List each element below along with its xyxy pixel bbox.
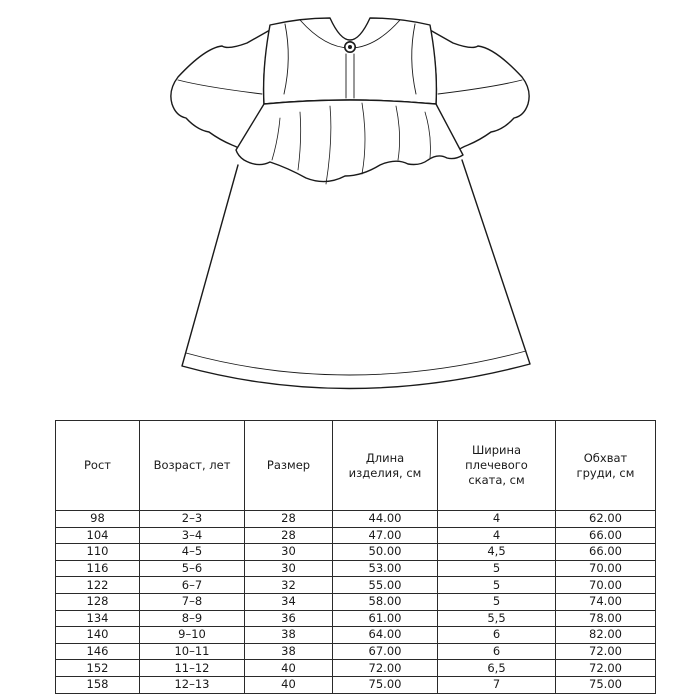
table-cell: 5,5 <box>438 610 556 627</box>
table-cell: 6 <box>438 627 556 644</box>
table-cell: 4 <box>438 527 556 544</box>
table-cell: 30 <box>245 560 333 577</box>
table-row <box>56 560 656 577</box>
table-cell: 72.00 <box>333 660 438 677</box>
table-cell: 28 <box>245 511 333 528</box>
table-cell: 40 <box>245 660 333 677</box>
table-cell: 62.00 <box>556 511 656 528</box>
table-cell: 2–3 <box>140 511 245 528</box>
table-cell: 53.00 <box>333 560 438 577</box>
table-cell: 38 <box>245 643 333 660</box>
table-cell: 5 <box>438 593 556 610</box>
table-cell: 58.00 <box>333 593 438 610</box>
table-cell: 152 <box>56 660 140 677</box>
table-cell: 72.00 <box>556 660 656 677</box>
table-cell: 7–8 <box>140 593 245 610</box>
table-cell: 116 <box>56 560 140 577</box>
table-cell: 146 <box>56 643 140 660</box>
header-age: Возраст, лет <box>140 421 245 511</box>
table-cell: 75.00 <box>333 676 438 693</box>
table-cell: 40 <box>245 676 333 693</box>
table-cell: 8–9 <box>140 610 245 627</box>
table-cell: 110 <box>56 544 140 561</box>
table-cell: 3–4 <box>140 527 245 544</box>
header-height: Рост <box>56 421 140 511</box>
table-cell: 10–11 <box>140 643 245 660</box>
table-row <box>56 527 656 544</box>
table-cell: 98 <box>56 511 140 528</box>
blouse-body-outline <box>182 160 530 389</box>
yoke <box>264 18 437 104</box>
table-cell: 70.00 <box>556 577 656 594</box>
table-header-row <box>56 421 656 511</box>
table-cell: 4 <box>438 511 556 528</box>
table-cell: 5 <box>438 577 556 594</box>
table-cell: 66.00 <box>556 527 656 544</box>
table-cell: 72.00 <box>556 643 656 660</box>
table-cell: 5–6 <box>140 560 245 577</box>
table-cell: 28 <box>245 527 333 544</box>
table-cell: 64.00 <box>333 627 438 644</box>
table-cell: 50.00 <box>333 544 438 561</box>
table-cell: 38 <box>245 627 333 644</box>
table-row <box>56 577 656 594</box>
table-row <box>56 627 656 644</box>
table-cell: 134 <box>56 610 140 627</box>
table-row <box>56 593 656 610</box>
table-cell: 82.00 <box>556 627 656 644</box>
header-length: Длина изделия, см <box>333 421 438 511</box>
size-chart-table <box>55 420 656 694</box>
table-cell: 70.00 <box>556 560 656 577</box>
table-cell: 61.00 <box>333 610 438 627</box>
table-cell: 128 <box>56 593 140 610</box>
table-cell: 6,5 <box>438 660 556 677</box>
table-cell: 7 <box>438 676 556 693</box>
table-cell: 30 <box>245 544 333 561</box>
table-cell: 44.00 <box>333 511 438 528</box>
table-body <box>56 511 656 694</box>
table-cell: 12–13 <box>140 676 245 693</box>
table-row <box>56 610 656 627</box>
table-cell: 55.00 <box>333 577 438 594</box>
table-cell: 32 <box>245 577 333 594</box>
table-cell: 36 <box>245 610 333 627</box>
table-cell: 9–10 <box>140 627 245 644</box>
table-cell: 34 <box>245 593 333 610</box>
table-row <box>56 511 656 528</box>
table-cell: 78.00 <box>556 610 656 627</box>
table-cell: 6–7 <box>140 577 245 594</box>
table-cell: 67.00 <box>333 643 438 660</box>
table-cell: 104 <box>56 527 140 544</box>
table-row <box>56 544 656 561</box>
header-size: Размер <box>245 421 333 511</box>
header-shoulder-width: Ширина плечевого ската, см <box>438 421 556 511</box>
table-cell: 5 <box>438 560 556 577</box>
table-row <box>56 660 656 677</box>
table-row <box>56 676 656 693</box>
table-cell: 66.00 <box>556 544 656 561</box>
table-cell: 47.00 <box>333 527 438 544</box>
table-cell: 122 <box>56 577 140 594</box>
table-cell: 6 <box>438 643 556 660</box>
table-cell: 140 <box>56 627 140 644</box>
table-cell: 4–5 <box>140 544 245 561</box>
header-chest: Обхват груди, см <box>556 421 656 511</box>
table-row <box>56 643 656 660</box>
table-cell: 74.00 <box>556 593 656 610</box>
table-cell: 158 <box>56 676 140 693</box>
table-cell: 11–12 <box>140 660 245 677</box>
table-cell: 75.00 <box>556 676 656 693</box>
table-cell: 4,5 <box>438 544 556 561</box>
